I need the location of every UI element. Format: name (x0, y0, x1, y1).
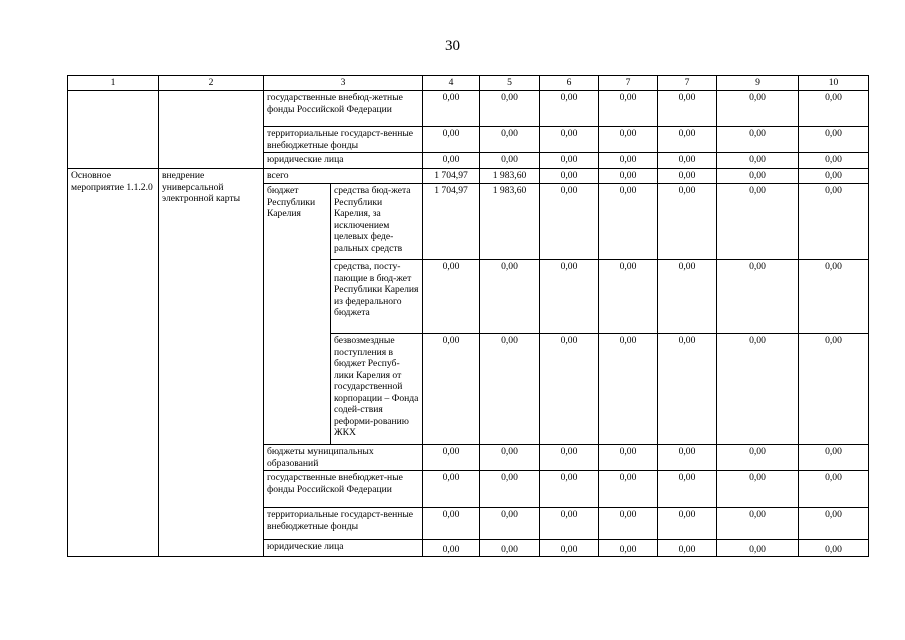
value-cell: 0,00 (599, 445, 658, 471)
header-cell: 4 (423, 76, 480, 91)
value-cell: 0,00 (799, 169, 869, 184)
source-label: юридические лица (264, 153, 423, 169)
table-row (68, 169, 869, 184)
value-cell: 0,00 (658, 334, 717, 445)
value-cell: 0,00 (799, 508, 869, 540)
value-cell: 0,00 (799, 540, 869, 557)
value-cell: 0,00 (658, 260, 717, 334)
value-cell: 0,00 (717, 184, 799, 260)
header-cell: 6 (540, 76, 599, 91)
value-cell: 0,00 (540, 471, 599, 508)
source-label: средства бюд-жета Республики Карелия, за исключением целевых феде-ральных средств (331, 184, 423, 260)
value-cell: 0,00 (799, 334, 869, 445)
budget-table (67, 75, 869, 557)
table-row (68, 91, 869, 127)
value-cell: 0,00 (480, 260, 540, 334)
source-label: государственные внебюджет-ные фонды Российской Федерации (264, 471, 423, 508)
value-cell: 0,00 (799, 471, 869, 508)
value-cell: 1 704,97 (423, 184, 480, 260)
value-cell: 0,00 (423, 153, 480, 169)
value-cell: 0,00 (480, 127, 540, 153)
measure-name: внедрение универсальной электронной карты (159, 169, 264, 557)
value-cell: 0,00 (717, 334, 799, 445)
page-number: 30 (445, 38, 460, 54)
source-label: средства, посту-пающие в бюд-жет Республики Карелия из федерального бюджета (331, 260, 423, 334)
value-cell: 0,00 (717, 471, 799, 508)
value-cell: 0,00 (599, 153, 658, 169)
header-cell: 2 (159, 76, 264, 91)
value-cell: 0,00 (717, 445, 799, 471)
header-cell: 7 (599, 76, 658, 91)
value-cell: 0,00 (799, 184, 869, 260)
header-cell: 5 (480, 76, 540, 91)
value-cell: 0,00 (540, 508, 599, 540)
value-cell: 0,00 (423, 540, 480, 557)
value-cell: 0,00 (423, 91, 480, 127)
value-cell: 0,00 (540, 260, 599, 334)
header-cell: 1 (68, 76, 159, 91)
value-cell: 0,00 (423, 508, 480, 540)
source-label: государственные внебюд-жетные фонды Российской Федерации (264, 91, 423, 127)
value-cell: 1 983,60 (480, 169, 540, 184)
value-cell: 0,00 (599, 540, 658, 557)
value-cell: 0,00 (480, 91, 540, 127)
value-cell: 0,00 (717, 91, 799, 127)
value-cell: 0,00 (799, 260, 869, 334)
value-cell: 0,00 (658, 445, 717, 471)
value-cell: 0,00 (540, 153, 599, 169)
value-cell: 0,00 (599, 508, 658, 540)
value-cell: 0,00 (599, 91, 658, 127)
value-cell: 0,00 (480, 153, 540, 169)
value-cell: 0,00 (658, 153, 717, 169)
value-cell: 0,00 (480, 471, 540, 508)
value-cell: 0,00 (423, 334, 480, 445)
value-cell: 0,00 (423, 471, 480, 508)
value-cell: 0,00 (480, 540, 540, 557)
value-cell: 0,00 (799, 445, 869, 471)
value-cell: 0,00 (423, 445, 480, 471)
value-cell: 0,00 (599, 127, 658, 153)
value-cell: 0,00 (799, 153, 869, 169)
value-cell: 0,00 (599, 169, 658, 184)
budget-label: бюджет Республики Карелия (264, 184, 331, 445)
source-label: безвозмездные поступления в бюджет Респуб-лики Карелия от государственной корпорации – Фонда содей-ствия реформи-рованию ЖКХ (331, 334, 423, 445)
value-cell: 0,00 (658, 127, 717, 153)
header-cell: 3 (264, 76, 423, 91)
value-cell: 0,00 (799, 127, 869, 153)
measure-code: Основное мероприятие 1.1.2.0 (68, 169, 159, 557)
value-cell: 0,00 (658, 508, 717, 540)
value-cell: 0,00 (599, 471, 658, 508)
source-label: всего (264, 169, 423, 184)
value-cell: 0,00 (717, 508, 799, 540)
header-row (68, 76, 869, 91)
value-cell: 0,00 (540, 334, 599, 445)
value-cell: 0,00 (799, 91, 869, 127)
source-label: юридические лица (264, 540, 423, 557)
value-cell: 0,00 (717, 169, 799, 184)
value-cell: 0,00 (480, 508, 540, 540)
value-cell: 0,00 (540, 540, 599, 557)
empty-cell (68, 91, 159, 169)
value-cell: 0,00 (423, 260, 480, 334)
value-cell: 0,00 (717, 127, 799, 153)
value-cell: 1 983,60 (480, 184, 540, 260)
value-cell: 0,00 (540, 169, 599, 184)
value-cell: 0,00 (599, 260, 658, 334)
value-cell: 0,00 (717, 260, 799, 334)
value-cell: 0,00 (658, 91, 717, 127)
value-cell: 0,00 (540, 91, 599, 127)
source-label: территориальные государст-венные внебюджетные фонды (264, 508, 423, 540)
value-cell: 0,00 (480, 445, 540, 471)
value-cell: 0,00 (540, 127, 599, 153)
value-cell: 0,00 (599, 184, 658, 260)
value-cell: 0,00 (658, 169, 717, 184)
empty-cell (159, 91, 264, 169)
value-cell: 0,00 (658, 471, 717, 508)
value-cell: 0,00 (480, 334, 540, 445)
value-cell: 0,00 (540, 184, 599, 260)
value-cell: 0,00 (540, 445, 599, 471)
header-cell: 7 (658, 76, 717, 91)
header-cell: 10 (799, 76, 869, 91)
source-label: территориальные государст-венные внебюджетные фонды (264, 127, 423, 153)
value-cell: 0,00 (423, 127, 480, 153)
value-cell: 0,00 (717, 540, 799, 557)
value-cell: 0,00 (717, 153, 799, 169)
value-cell: 1 704,97 (423, 169, 480, 184)
value-cell: 0,00 (599, 334, 658, 445)
header-cell: 9 (717, 76, 799, 91)
value-cell: 0,00 (658, 184, 717, 260)
source-label: бюджеты муниципальных образований (264, 445, 423, 471)
value-cell: 0,00 (658, 540, 717, 557)
